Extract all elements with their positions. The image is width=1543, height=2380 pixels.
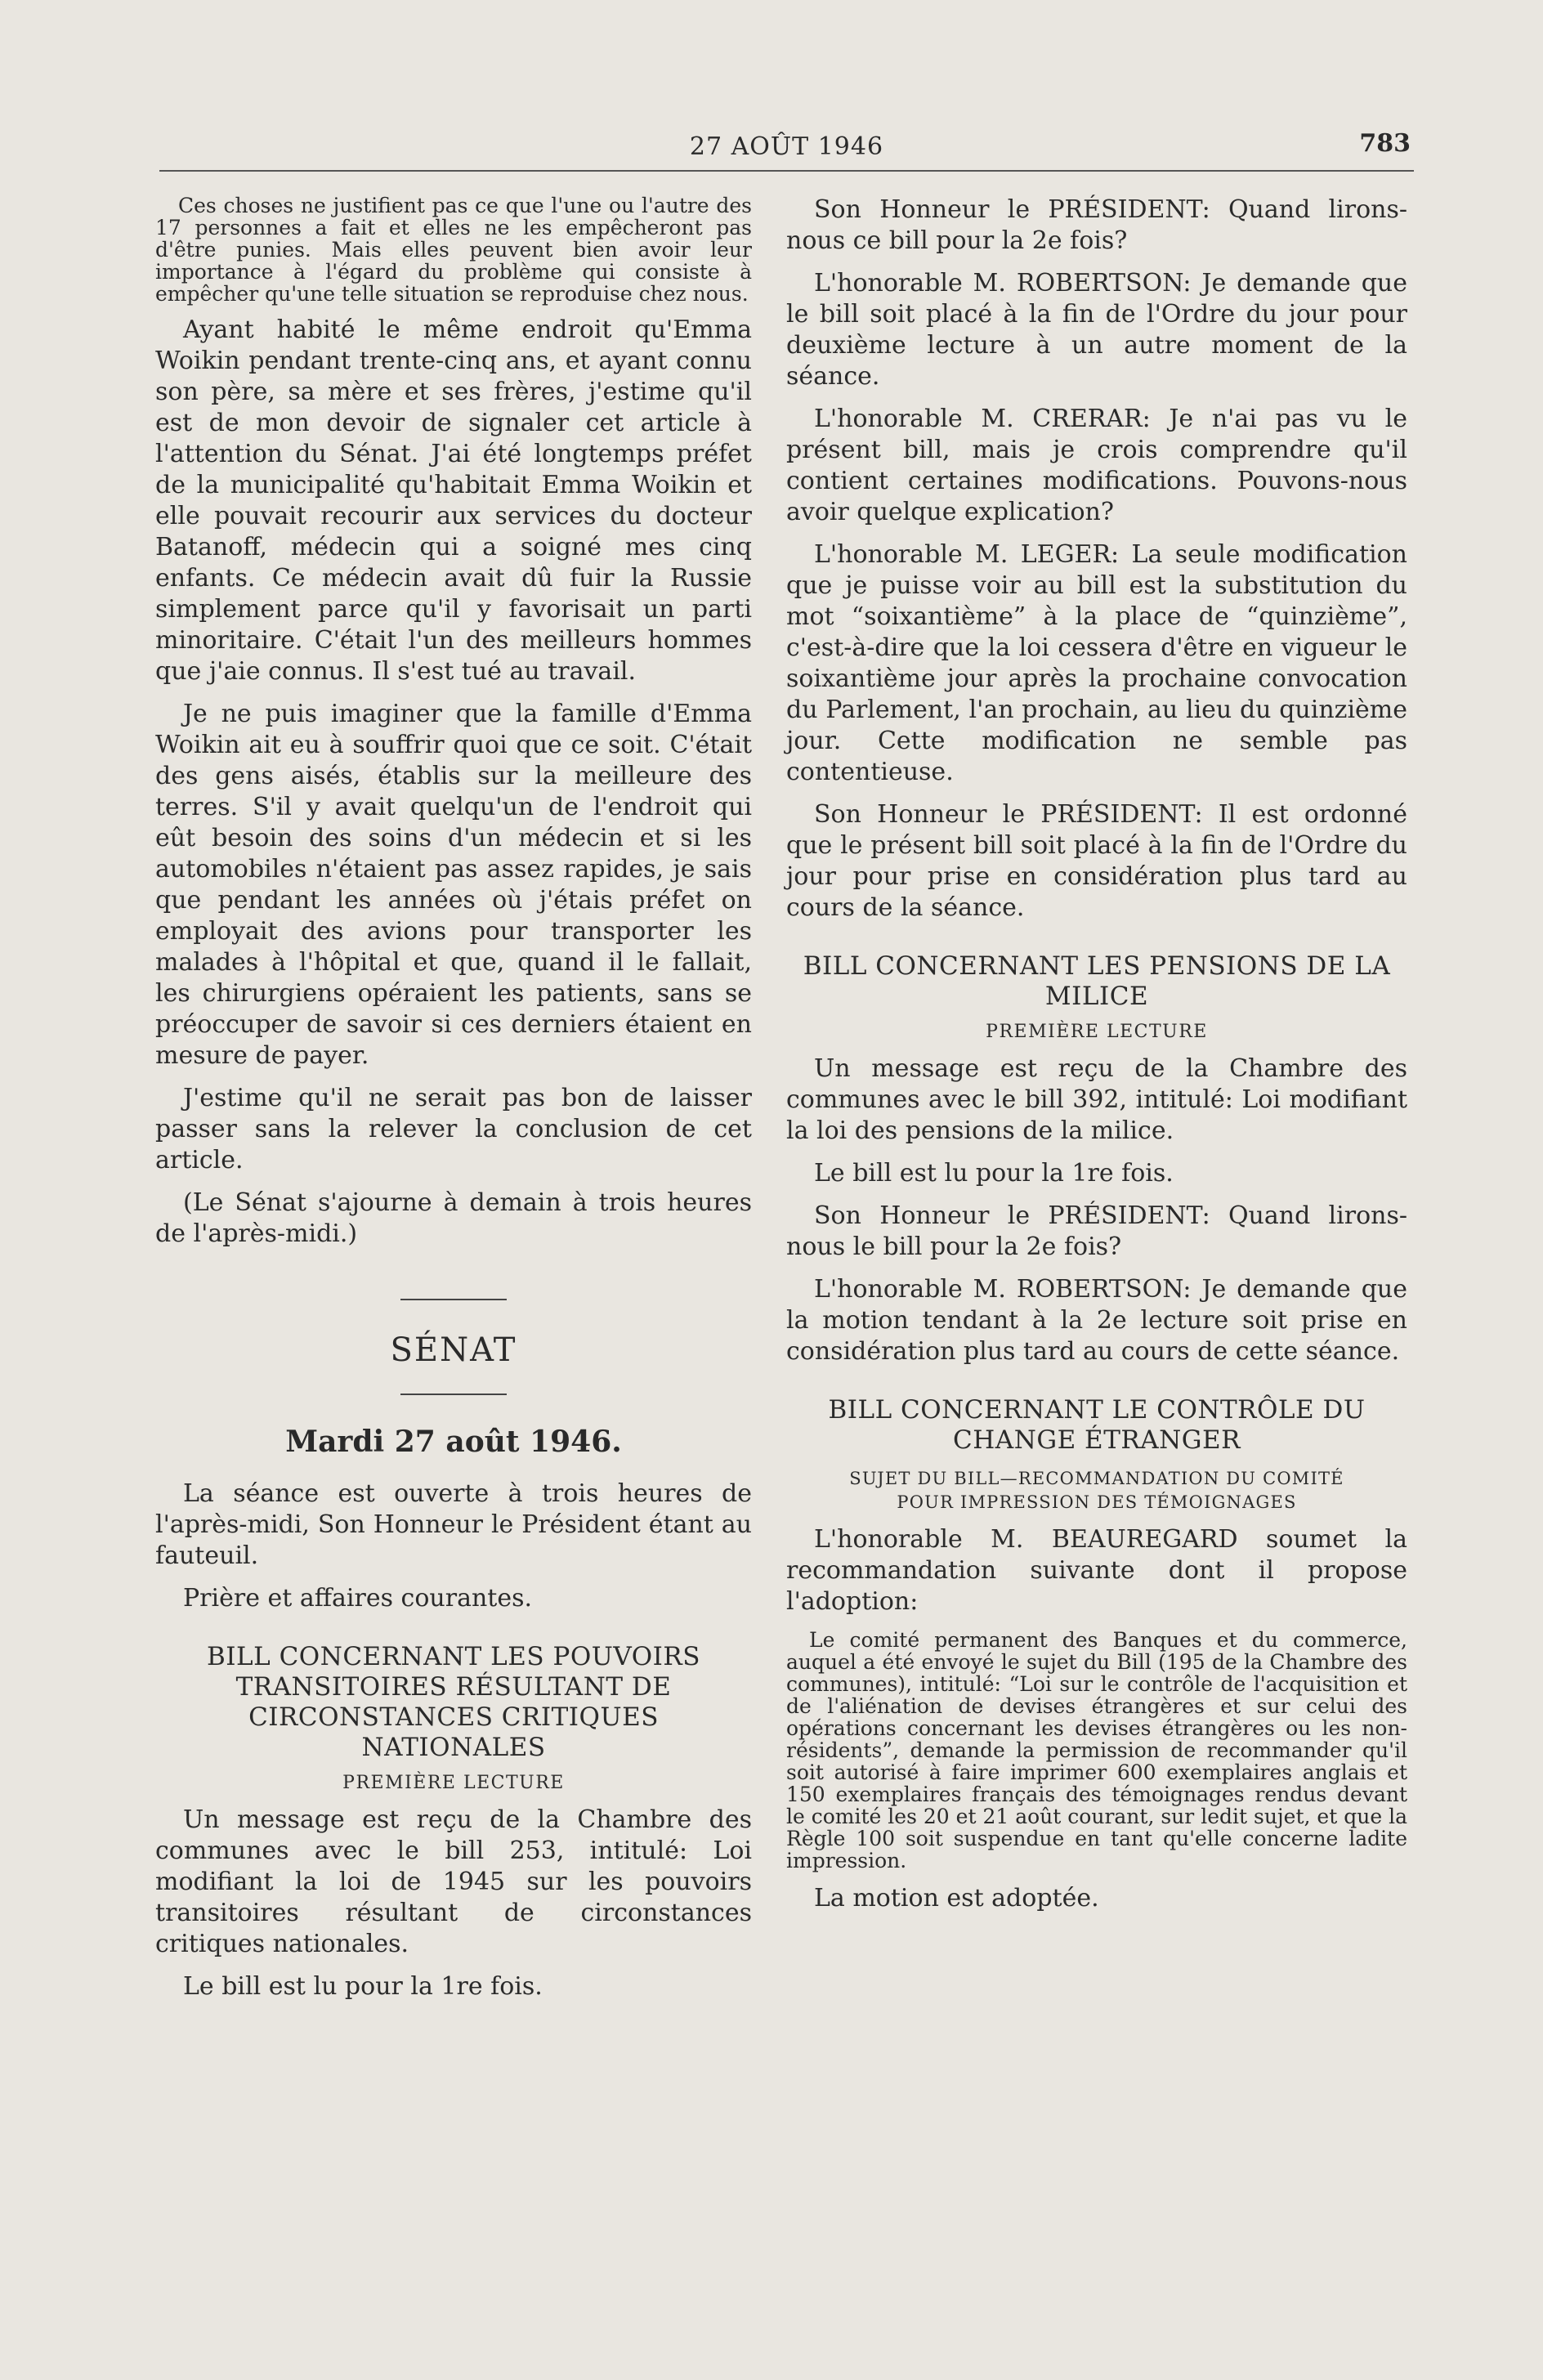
paragraph: Le bill est lu pour la 1re fois. [183,1972,543,2001]
section-rule [400,1394,507,1395]
subheading-line: SUJET DU BILL—RECOMMANDATION DU COMITÉ [849,1469,1344,1488]
paragraph: L'honorable M. LEGER: La seule modification que je puisse voir au bill est la substitution du mot “soixantième” à la place de “quinzième”, c'est-à-dire que la loi cessera d'être en vigueur le soixantième jour après la prochaine convocation du Parlement, l'an prochain, au lieu du quinzième jour. Cette modification ne semble pas contentieuse. [786,540,1407,786]
paragraph: L'honorable M. CRERAR: Je n'ai pas vu le présent bill, mais je crois comprendre qu'il contient certaines modifications. Pouvons-nous avoir quelque explication? [786,405,1407,526]
paragraph: L'honorable M. ROBERTSON: Je demande que le bill soit placé à la fin de l'Ordre du jour pour deuxième lecture à un autre moment de la séance. [786,269,1407,391]
subheading-line: POUR IMPRESSION DES TÉMOIGNAGES [897,1492,1297,1512]
senat-title: SÉNAT [390,1331,517,1369]
section-heading: BILL CONCERNANT LES PENSIONS DE LA MILICE [803,951,1391,1011]
paragraph: Ayant habité le même endroit qu'Emma Woikin pendant trente-cinq ans, et ayant connu son père, sa mère et ses frères, j'estime qu'il est de mon devoir de signaler cet article à l'attention du Sénat. J'ai été longtemps préfet de la municipalité qu'habitait Emma Woikin et elle pouvait recourir aux services du docteur Batanoff, médecin qui a soigné mes cinq enfants. Ce médecin avait dû fuir la Russie simplement parce qu'il y favorisait un parti minoritaire. C'était l'un des meilleurs hommes que j'aie connus. Il s'est tué au travail. [155,315,752,686]
paragraph: L'honorable M. ROBERTSON: Je demande que la motion tendant à la 2e lecture soit prise en considération plus tard au cours de cette séance. [786,1275,1407,1366]
quoted-recommendation: Le comité permanent des Banques et du commerce, auquel a été envoyé le sujet du Bill (195 de la Chambre des communes), intitulé: “Loi sur le contrôle de l'acquisition et de l'aliénation de devises étrangères et sur celui des opérations concernant les devises étrangères ou les non-résidents”, demande la permission de recommander qu'il soit autorisé à faire imprimer 600 exemplaires anglais et 150 exemplaires français des témoignages rendus devant le comité les 20 et 21 août courant, sur ledit sujet, et que la Règle 100 soit suspendue en tant qu'elle concerne ladite impression. [786,1628,1407,1872]
sitting-date: Mardi 27 août 1946. [285,1425,622,1459]
section-heading: BILL CONCERNANT LES POUVOIRS TRANSITOIRES RÉSULTANT DE CIRCONSTANCES CRITIQUES NATIONALES [207,1642,700,1762]
section-heading: BILL CONCERNANT LE CONTRÔLE DU CHANGE ÉTRANGER [828,1395,1366,1455]
paragraph: Son Honneur le PRÉSIDENT: Quand lirons-nous ce bill pour la 2e fois? [786,195,1407,255]
paragraph: Son Honneur le PRÉSIDENT: Quand lirons-nous le bill pour la 2e fois? [786,1201,1407,1261]
section-subheading [786,1467,1407,1514]
paragraph: Un message est reçu de la Chambre des communes avec le bill 392, intitulé: Loi modifiant la loi des pensions de la milice. [786,1054,1407,1145]
paragraph: La séance est ouverte à trois heures de l'après-midi, Son Honneur le Président étant au fauteuil. [155,1479,752,1570]
paragraph: Je ne puis imaginer que la famille d'Emma Woikin ait eu à souffrir quoi que ce soit. C'était des gens aisés, établis sur la meilleure des terres. S'il y avait quelqu'un de l'endroit qui eût besoin des soins d'un médecin et si les automobiles n'étaient pas assez rapides, je sais que pendant les années où j'étais préfet on employait des avions pour transporter les malades à l'hôpital et que, quand il le fallait, les chirurgiens opéraient les patients, sans se préoccuper de savoir si ces derniers étaient en mesure de payer. [155,700,752,1070]
paragraph: J'estime qu'il ne serait pas bon de laisser passer sans la relever la conclusion de cet article. [155,1084,752,1174]
paragraph: L'honorable M. BEAUREGARD soumet la recommandation suivante dont il propose l'adoption: [786,1525,1407,1616]
page-number: 783 [1359,129,1411,158]
paragraph: Un message est reçu de la Chambre des communes avec le bill 253, intitulé: Loi modifiant la loi de 1945 sur les pouvoirs transitoires résultant de circonstances critiques nationales. [155,1805,752,1958]
paragraph: Ces choses ne justifient pas ce que l'une ou l'autre des 17 personnes a fait et elles ne les empêcheront pas d'être punies. Mais elles peuvent bien avoir leur importance à l'égard du problème qui consiste à empêcher qu'une telle situation se reproduise chez nous. [155,194,752,306]
section-rule [400,1299,507,1300]
section-subheading: PREMIÈRE LECTURE [986,1022,1208,1042]
right-column [786,195,1407,1926]
running-head-date: 27 AOÛT 1946 [689,132,884,161]
running-head [159,129,1414,172]
paragraph: Son Honneur le PRÉSIDENT: Il est ordonné que le présent bill soit placé à la fin de l'Ordre du jour pour prise en considération plus tard au cours de la séance. [786,800,1407,922]
paragraph: (Le Sénat s'ajourne à demain à trois heures de l'après-midi.) [155,1188,752,1248]
paragraph: Le bill est lu pour la 1re fois. [814,1159,1174,1188]
section-subheading: PREMIÈRE LECTURE [342,1773,565,1793]
paragraph: La motion est adoptée. [814,1884,1099,1912]
paragraph: Prière et affaires courantes. [183,1584,533,1613]
left-column [155,195,752,2014]
